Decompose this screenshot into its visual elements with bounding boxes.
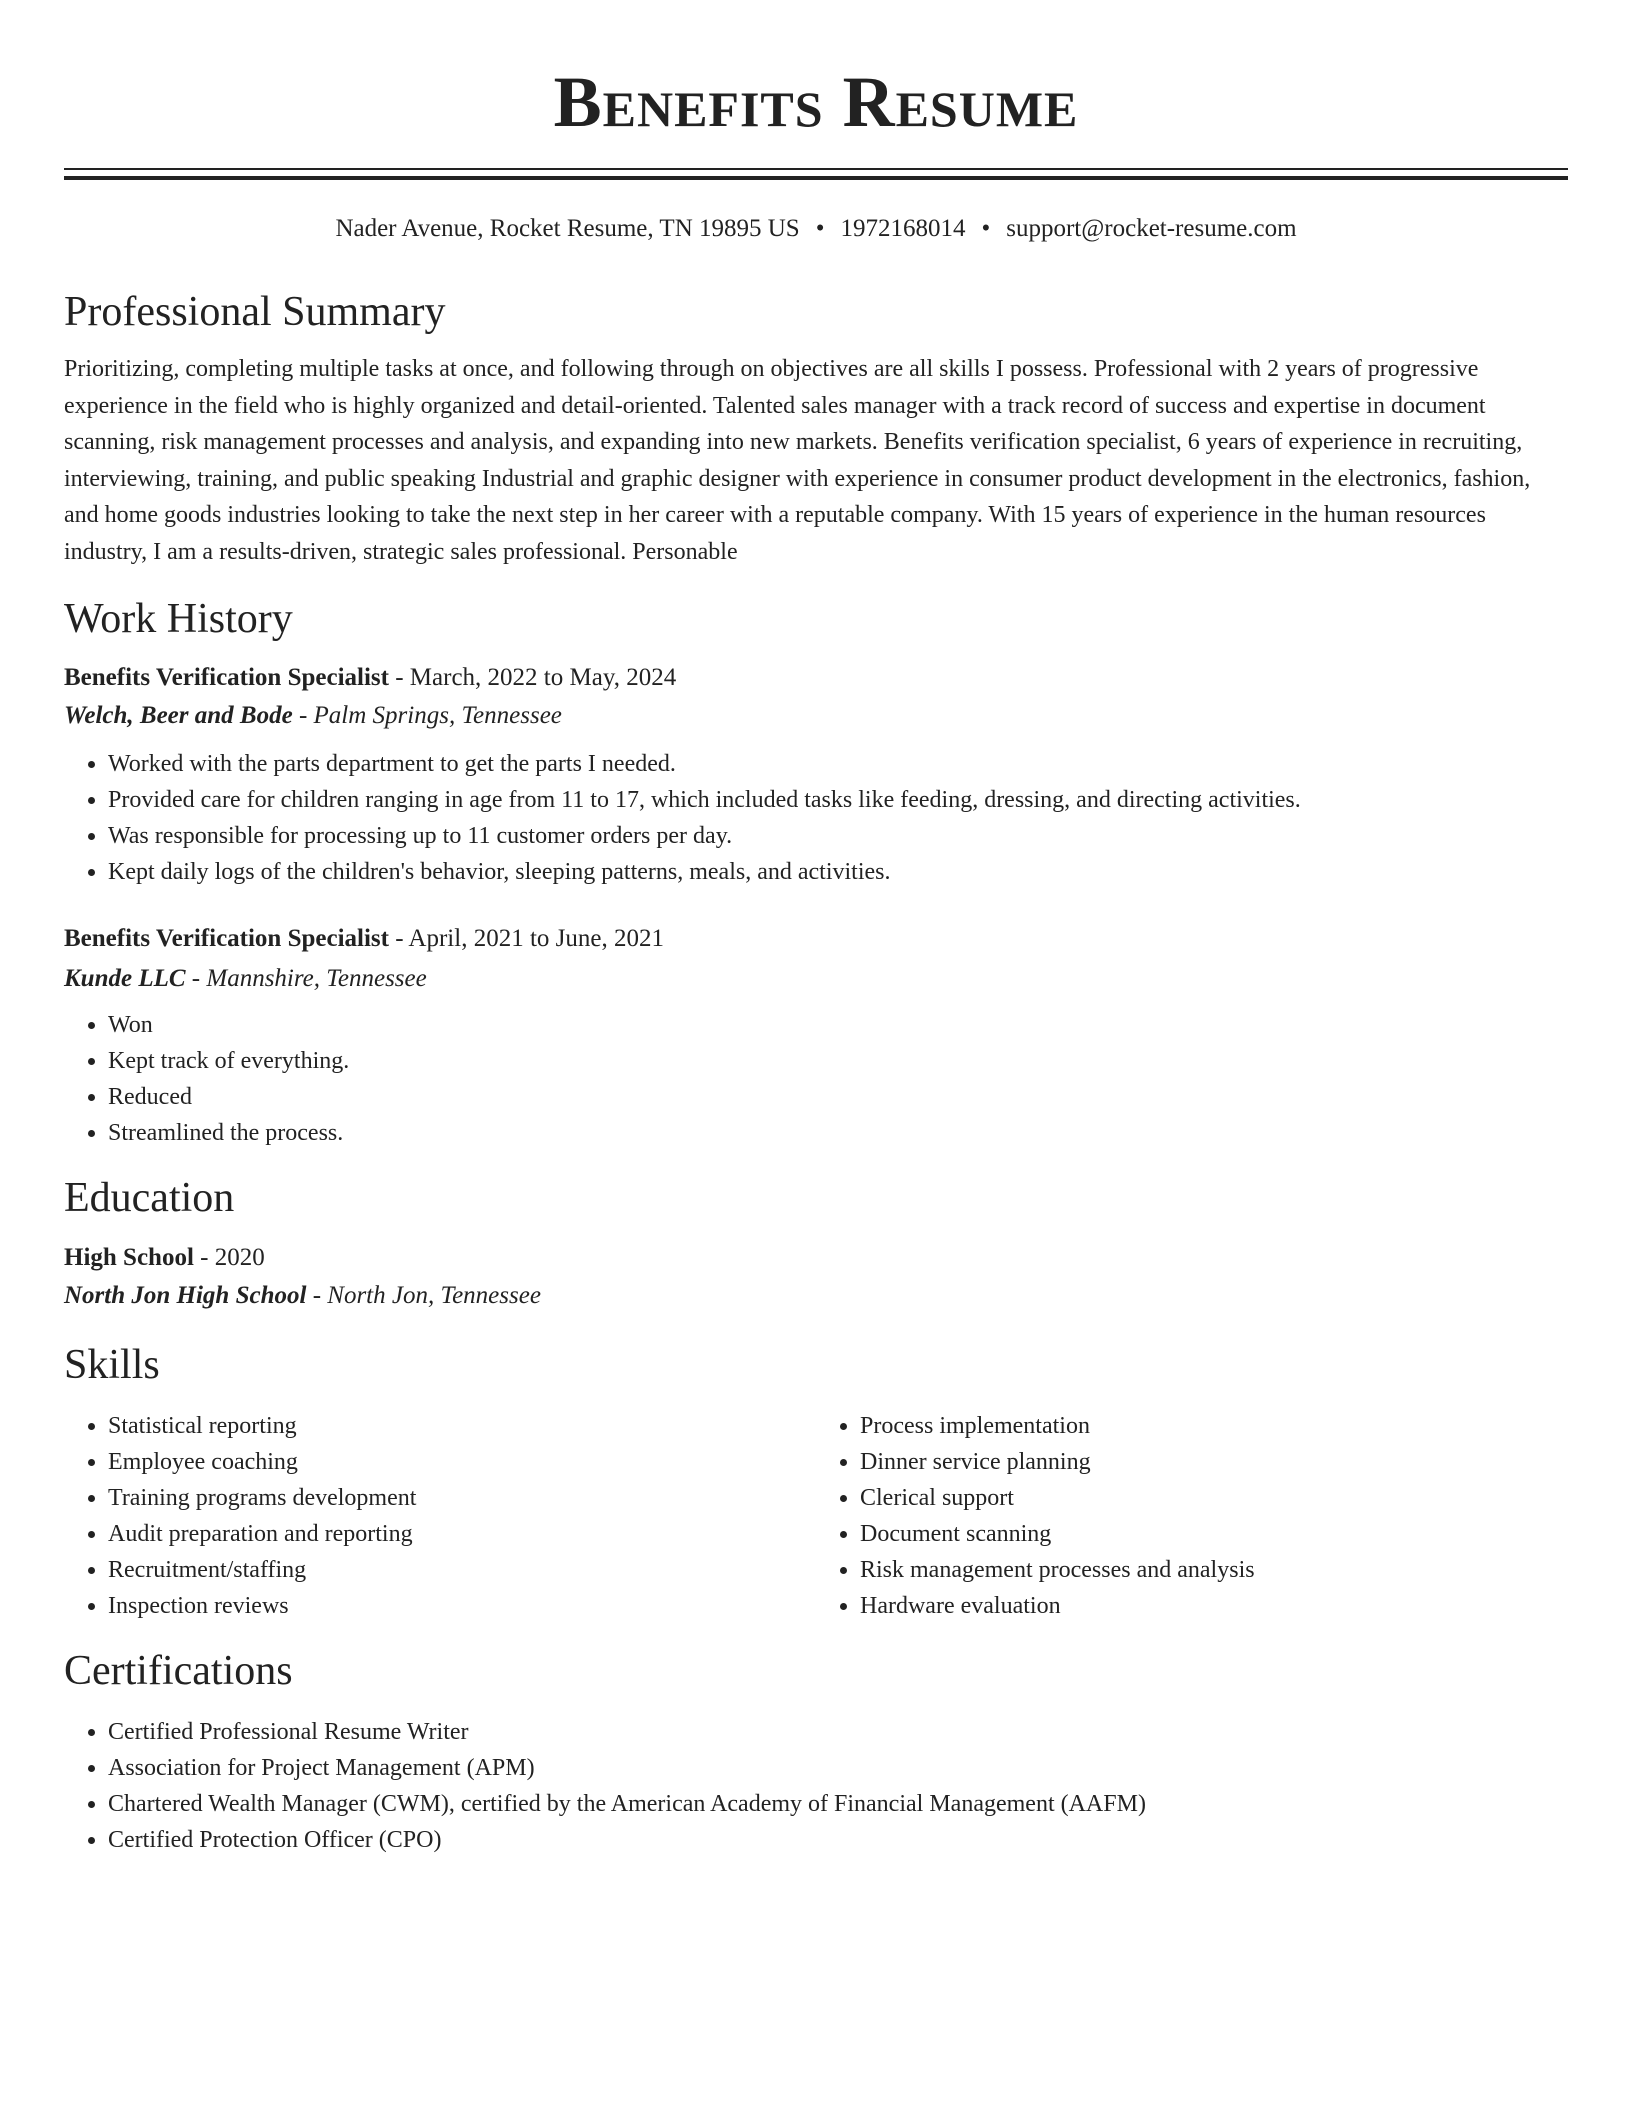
- list-item: • Clerical support: [860, 1480, 1568, 1516]
- contact-separator: •: [981, 215, 991, 242]
- education-year: - 2020: [193, 1244, 265, 1271]
- list-item: • Provided care for children ranging in age from 11 to 17, which included tasks like feeding, dressing, and directing activities.: [108, 782, 1568, 818]
- list-item: • Risk management processes and analysis: [860, 1552, 1568, 1588]
- job-entry: [64, 665, 1568, 890]
- job-title-line: [64, 926, 1568, 951]
- job-bullets: [64, 1007, 1568, 1151]
- list-item: • Hardware evaluation: [860, 1588, 1568, 1624]
- certifications-heading: Certifications: [64, 1648, 293, 1694]
- list-item: • Dinner service planning: [860, 1444, 1568, 1480]
- job-title: Benefits Verification Specialist: [64, 664, 389, 691]
- skills-columns: [64, 1408, 1568, 1624]
- resume-page: [64, 0, 1568, 1858]
- list-item: • Inspection reviews: [108, 1588, 816, 1624]
- job-company-line: [64, 966, 1568, 991]
- job-company: Welch, Beer and Bode: [64, 702, 293, 729]
- list-item: • Certified Professional Resume Writer: [108, 1714, 1568, 1750]
- list-item: • Training programs development: [108, 1480, 816, 1516]
- job-location: - Palm Springs, Tennessee: [292, 702, 562, 729]
- contact-phone: 1972168014: [840, 215, 966, 242]
- list-item: • Association for Project Management (APM): [108, 1750, 1568, 1786]
- list-item: • Kept daily logs of the children's behavior, sleeping patterns, meals, and activities.: [108, 854, 1568, 890]
- title-rule-thin: [64, 168, 1568, 170]
- certifications-list: [64, 1714, 1568, 1858]
- list-item: • Worked with the parts department to get the parts I needed.: [108, 746, 1568, 782]
- education-degree-line: [64, 1245, 1568, 1270]
- list-item: • Streamlined the process.: [108, 1115, 1568, 1151]
- education-degree: High School: [64, 1244, 194, 1271]
- summary-heading: Professional Summary: [64, 289, 446, 335]
- list-item: • Statistical reporting: [108, 1408, 816, 1444]
- list-item: • Document scanning: [860, 1516, 1568, 1552]
- contact-separator: •: [815, 215, 825, 242]
- education-location: - North Jon, Tennessee: [306, 1282, 541, 1309]
- list-item: • Kept track of everything.: [108, 1043, 1568, 1079]
- list-item: • Won: [108, 1007, 1568, 1043]
- job-title: Benefits Verification Specialist: [64, 925, 389, 952]
- job-company-line: [64, 703, 1568, 728]
- skills-list-right: [816, 1408, 1568, 1624]
- list-item: • Process implementation: [860, 1408, 1568, 1444]
- work-history-heading: Work History: [64, 596, 293, 642]
- skills-heading: Skills: [64, 1342, 160, 1388]
- job-entry: [64, 926, 1568, 1151]
- list-item: • Certified Protection Officer (CPO): [108, 1822, 1568, 1858]
- job-bullets: [64, 746, 1568, 890]
- resume-title: Benefits Resume: [553, 62, 1079, 142]
- job-company: Kunde LLC: [64, 965, 186, 992]
- summary-text: Prioritizing, completing multiple tasks at once, and following through on objectives are all skills I possess. Professional with 2 years of progressive experience in the field who is highly organized and detail-oriented. Talented sales manager with a track record of success and expertise in document scanning, risk management processes and analysis, and expanding into new markets. Benefits verification specialist, 6 years of experience in recruiting, interviewing, training, and public speaking Industrial and graphic designer with experience in consumer product development in the electronics, fashion, and home goods industries looking to take the next step in her career with a reputable company. With 15 years of experience in the human resources industry, I am a results-driven, strategic sales professional. Personable: [64, 356, 1531, 565]
- contact-address: Nader Avenue, Rocket Resume, TN 19895 US: [335, 215, 800, 242]
- list-item: • Recruitment/staffing: [108, 1552, 816, 1588]
- list-item: • Reduced: [108, 1079, 1568, 1115]
- list-item: • Employee coaching: [108, 1444, 816, 1480]
- education-school-line: [64, 1283, 1568, 1308]
- job-title-line: [64, 665, 1568, 690]
- title-rule-thick: [64, 176, 1568, 180]
- job-location: - Mannshire, Tennessee: [185, 965, 427, 992]
- job-dates: - April, 2021 to June, 2021: [388, 925, 664, 952]
- contact-email: support@rocket-resume.com: [1006, 215, 1297, 242]
- education-heading: Education: [64, 1175, 235, 1221]
- education-school: North Jon High School: [64, 1282, 307, 1309]
- contact-line: [64, 216, 1568, 241]
- job-dates: - March, 2022 to May, 2024: [388, 664, 677, 691]
- list-item: • Was responsible for processing up to 11 customer orders per day.: [108, 818, 1568, 854]
- skills-list-left: [64, 1408, 816, 1624]
- list-item: • Chartered Wealth Manager (CWM), certified by the American Academy of Financial Management (AAFM): [108, 1786, 1568, 1822]
- list-item: • Audit preparation and reporting: [108, 1516, 816, 1552]
